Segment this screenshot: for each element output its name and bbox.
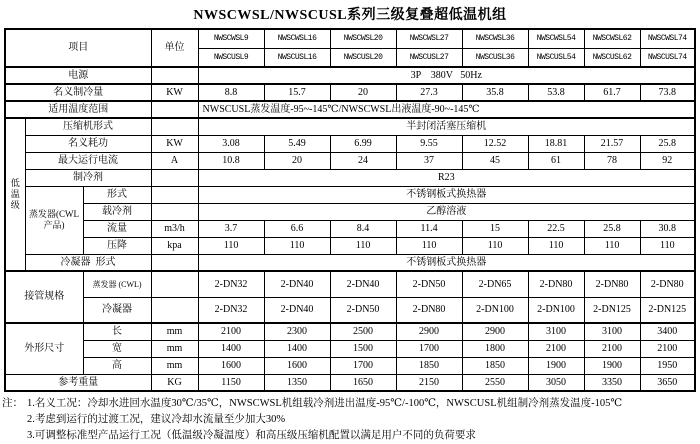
col-header-model: NWSCWSL62 — [584, 29, 640, 48]
value-cell: 3050 — [528, 374, 584, 391]
col-header-model: NWSCUSL62 — [584, 48, 640, 67]
header-row-wsl — [5, 29, 695, 48]
value-cell: 10.8 — [198, 152, 264, 169]
col-header-model: NWSCUSL27 — [396, 48, 462, 67]
row-weight — [5, 374, 695, 391]
group-label-dimensions: 外形尺寸 — [5, 323, 83, 374]
row-label: 最大运行电流 — [25, 152, 151, 169]
unit-cell: mm — [151, 340, 198, 357]
footnote-item: 3.可调整标准型产品运行工况（低温级冷凝温度）和高压级压缩机配置以满足用户不同的负荷要求 — [27, 430, 476, 441]
value-cell: 110 — [330, 237, 396, 254]
col-header-model: NWSCWSL36 — [462, 29, 528, 48]
item-header: 项目 — [5, 29, 151, 67]
value-cell: 45 — [462, 152, 528, 169]
value-cell: 20 — [264, 152, 330, 169]
row-coolant — [5, 203, 695, 220]
value-cell: 3650 — [640, 374, 695, 391]
value-cell: 78 — [584, 152, 640, 169]
unit-cell — [151, 118, 198, 135]
value-cell: 2-DN80 — [396, 297, 462, 323]
value-cell: 61 — [528, 152, 584, 169]
value-cell: 110 — [396, 237, 462, 254]
value-cell: 1800 — [462, 340, 528, 357]
value-cell: 2100 — [528, 340, 584, 357]
unit-cell: A — [151, 152, 198, 169]
row-height — [5, 357, 695, 374]
value-cell: 2900 — [462, 323, 528, 340]
row-label: 形式 — [83, 186, 151, 203]
value-cell: 2-DN50 — [396, 271, 462, 297]
unit-cell — [151, 254, 198, 271]
unit-cell — [151, 271, 198, 297]
value-cell: 25.8 — [584, 220, 640, 237]
value-cell: 2-DN80 — [584, 271, 640, 297]
col-header-model: NWSCWSL74 — [640, 29, 695, 48]
value-cell: 乙醇溶液 — [198, 203, 695, 220]
value-cell: 2-DN40 — [264, 297, 330, 323]
value-cell: 1500 — [330, 340, 396, 357]
value-cell: 2100 — [584, 340, 640, 357]
value-cell: R23 — [198, 169, 695, 186]
value-cell: 1600 — [264, 357, 330, 374]
row-label: 电源 — [5, 67, 151, 84]
row-label: 蒸发器 (CWL) — [83, 271, 151, 297]
value-cell: 3.7 — [198, 220, 264, 237]
unit-cell — [151, 203, 198, 220]
value-cell: 11.4 — [396, 220, 462, 237]
row-condenser-type — [5, 254, 695, 271]
value-cell: 3P 380V 50Hz — [198, 67, 695, 84]
value-cell: 2150 — [396, 374, 462, 391]
value-cell: 30.8 — [640, 220, 695, 237]
value-cell: 2550 — [462, 374, 528, 391]
row-power — [5, 67, 695, 84]
value-cell: 20 — [330, 84, 396, 101]
value-cell: 2100 — [198, 323, 264, 340]
value-cell: 3350 — [584, 374, 640, 391]
value-cell: 不锈钢板式换热器 — [198, 254, 695, 271]
value-cell: 2-DN32 — [198, 297, 264, 323]
row-temp-range — [5, 101, 695, 118]
row-label: 适用温度范围 — [5, 101, 151, 118]
value-cell: 3.08 — [198, 135, 264, 152]
value-cell: 24 — [330, 152, 396, 169]
value-cell: 2500 — [330, 323, 396, 340]
col-header-model: NWSCWSL54 — [528, 29, 584, 48]
value-cell: 1850 — [396, 357, 462, 374]
col-header-model: NWSCWSL16 — [264, 29, 330, 48]
row-label: 宽 — [83, 340, 151, 357]
group-label-low-temp: 低温级 — [5, 118, 25, 271]
footnotes — [2, 396, 700, 444]
col-header-model: NWSCUSL9 — [198, 48, 264, 67]
value-cell: 25.8 — [640, 135, 695, 152]
value-cell: 6.99 — [330, 135, 396, 152]
row-label: 冷凝器 — [83, 297, 151, 323]
value-cell: 15 — [462, 220, 528, 237]
unit-cell — [151, 67, 198, 84]
value-cell: 22.5 — [528, 220, 584, 237]
footnote-items — [27, 396, 622, 444]
unit-cell: KW — [151, 135, 198, 152]
value-cell: 半封闭活塞压缩机 — [198, 118, 695, 135]
footnote-item: 1.名义工况：冷却水进回水温度30℃/35℃，NWSCWSL机组载冷剂进出温度-95℃/-100℃，NWSCUSL机组制冷剂蒸发温度-105℃ — [27, 398, 623, 409]
value-cell: 9.55 — [396, 135, 462, 152]
row-pipe-evaporator — [5, 271, 695, 297]
row-pipe-condenser — [5, 297, 695, 323]
col-header-model: NWSCUSL54 — [528, 48, 584, 67]
value-cell: 1600 — [198, 357, 264, 374]
value-cell: 2-DN80 — [640, 271, 695, 297]
value-cell: 6.6 — [264, 220, 330, 237]
value-cell: 2-DN50 — [330, 297, 396, 323]
col-header-model: NWSCUSL20 — [330, 48, 396, 67]
col-header-model: NWSCUSL74 — [640, 48, 695, 67]
footnote-item: 2.考虑到运行的过渡工况，建议冷却水流量至少加大30% — [27, 414, 286, 425]
col-header-model: NWSCUSL36 — [462, 48, 528, 67]
value-cell: 1400 — [198, 340, 264, 357]
value-cell: 2900 — [396, 323, 462, 340]
unit-cell — [151, 297, 198, 323]
row-label: 压降 — [83, 237, 151, 254]
value-cell: 5.49 — [264, 135, 330, 152]
row-label: 长 — [83, 323, 151, 340]
row-compressor-type — [5, 118, 695, 135]
row-label: 高 — [83, 357, 151, 374]
value-cell: 110 — [462, 237, 528, 254]
value-cell: 3400 — [640, 323, 695, 340]
value-cell: 73.8 — [640, 84, 695, 101]
row-label: 名义制冷量 — [5, 84, 151, 101]
value-cell: 18.81 — [528, 135, 584, 152]
row-power-input — [5, 135, 695, 152]
row-width — [5, 340, 695, 357]
row-label: 压缩机形式 — [25, 118, 151, 135]
value-cell: 110 — [584, 237, 640, 254]
value-cell: 21.57 — [584, 135, 640, 152]
value-cell: 1850 — [462, 357, 528, 374]
value-cell: 2-DN80 — [528, 271, 584, 297]
value-cell: 1700 — [396, 340, 462, 357]
value-cell: 1900 — [584, 357, 640, 374]
row-label: 制冷剂 — [25, 169, 151, 186]
value-cell: 1700 — [330, 357, 396, 374]
value-cell: 110 — [640, 237, 695, 254]
value-cell: 1950 — [640, 357, 695, 374]
value-cell: 37 — [396, 152, 462, 169]
value-cell: 2-DN125 — [584, 297, 640, 323]
value-cell: 110 — [264, 237, 330, 254]
value-cell: 3100 — [528, 323, 584, 340]
value-cell: 61.7 — [584, 84, 640, 101]
row-refrigerant — [5, 169, 695, 186]
col-header-model: NWSCWSL9 — [198, 29, 264, 48]
row-pressure-drop — [5, 237, 695, 254]
value-cell: 15.7 — [264, 84, 330, 101]
group-label-pipe-spec: 接管规格 — [5, 271, 83, 323]
unit-cell: m3/h — [151, 220, 198, 237]
value-cell: 2100 — [640, 340, 695, 357]
row-label: 流量 — [83, 220, 151, 237]
value-cell: 8.4 — [330, 220, 396, 237]
value-cell: 53.8 — [528, 84, 584, 101]
unit-cell — [151, 101, 198, 118]
row-evap-type — [5, 186, 695, 203]
col-header-model: NWSCWSL20 — [330, 29, 396, 48]
value-cell: 不锈钢板式换热器 — [198, 186, 695, 203]
unit-cell: mm — [151, 323, 198, 340]
value-cell: 110 — [198, 237, 264, 254]
value-cell: 8.8 — [198, 84, 264, 101]
unit-cell: KW — [151, 84, 198, 101]
value-cell: 2-DN32 — [198, 271, 264, 297]
value-cell: 1350 — [264, 374, 330, 391]
value-cell: 2-DN65 — [462, 271, 528, 297]
col-header-model: NWSCUSL16 — [264, 48, 330, 67]
footnote-prefix: 注： — [2, 398, 23, 409]
value-cell: 27.3 — [396, 84, 462, 101]
unit-cell — [151, 169, 198, 186]
row-label: 参考重量 — [5, 374, 151, 391]
value-cell: 35.8 — [462, 84, 528, 101]
value-cell: 2300 — [264, 323, 330, 340]
value-cell: 12.52 — [462, 135, 528, 152]
unit-cell: mm — [151, 357, 198, 374]
group-label-evaporator: 蒸发器(CWL产品) — [25, 186, 83, 254]
unit-cell: KG — [151, 374, 198, 391]
col-header-model: NWSCWSL27 — [396, 29, 462, 48]
value-cell: 1150 — [198, 374, 264, 391]
value-cell: 2-DN100 — [462, 297, 528, 323]
value-cell: 1400 — [264, 340, 330, 357]
row-flow — [5, 220, 695, 237]
value-cell: 2-DN125 — [640, 297, 695, 323]
row-cooling-capacity — [5, 84, 695, 101]
value-cell: 1650 — [330, 374, 396, 391]
value-cell: 1900 — [528, 357, 584, 374]
value-cell: 92 — [640, 152, 695, 169]
row-label: 冷凝器 形式 — [25, 254, 151, 271]
value-cell: NWSCUSL蒸发温度-95~-145℃/NWSCWSL出液温度-90~-145℃ — [198, 101, 695, 118]
value-cell: 3100 — [584, 323, 640, 340]
unit-cell — [151, 186, 198, 203]
unit-cell: kpa — [151, 237, 198, 254]
value-cell: 2-DN40 — [264, 271, 330, 297]
row-label: 名义耗功 — [25, 135, 151, 152]
row-max-current — [5, 152, 695, 169]
row-label: 载冷剂 — [83, 203, 151, 220]
spec-table — [4, 28, 696, 392]
value-cell: 2-DN100 — [528, 297, 584, 323]
row-length — [5, 323, 695, 340]
unit-header: 单位 — [151, 29, 198, 67]
value-cell: 2-DN40 — [330, 271, 396, 297]
value-cell: 110 — [528, 237, 584, 254]
page-title: NWSCWSL/NWSCUSL系列三级复叠超低温机组 — [193, 8, 507, 23]
